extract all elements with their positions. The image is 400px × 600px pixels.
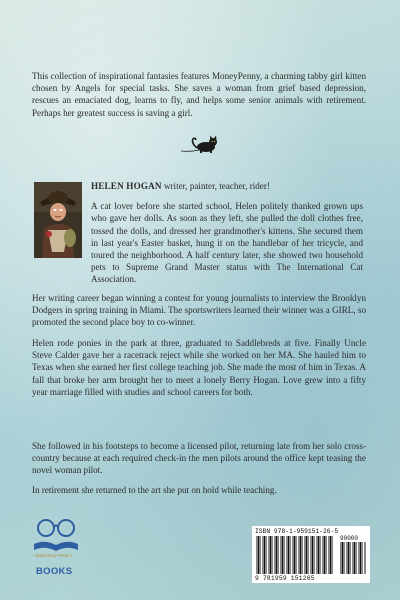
barcode-bar bbox=[270, 536, 272, 574]
barcode-bar bbox=[316, 536, 317, 574]
barcode-bar bbox=[302, 536, 303, 574]
publisher-subtitle: • Bold Story Press • bbox=[33, 553, 73, 558]
barcode-bar bbox=[290, 536, 291, 574]
barcode-bar bbox=[354, 542, 356, 574]
barcode-bar bbox=[292, 536, 293, 574]
barcode-bar bbox=[282, 536, 284, 574]
barcode-bar bbox=[320, 536, 321, 574]
barcode-bar bbox=[260, 536, 261, 574]
barcode-bar bbox=[296, 536, 297, 574]
barcode-bar bbox=[326, 536, 327, 574]
barcode-bar bbox=[284, 536, 285, 574]
barcode-bar bbox=[300, 536, 302, 574]
isbn-barcode bbox=[252, 526, 370, 583]
barcode-bar bbox=[322, 536, 323, 574]
barcode-bar bbox=[324, 536, 326, 574]
barcode-bars bbox=[256, 536, 334, 574]
barcode-bar bbox=[330, 536, 332, 574]
intro-paragraph: This collection of inspirational fantasies features MoneyPenny, a charming tabby girl kitten chosen by Angels for special tasks. She saves a woman from grief based depression, rescues an emaciated dog, learns to fly, and helps some senior animals with retirement. Perhaps her greatest success is saving a girl. bbox=[32, 71, 366, 118]
barcode-bar bbox=[268, 536, 269, 574]
barcode-bar bbox=[278, 536, 279, 574]
barcode-bar bbox=[340, 542, 341, 574]
barcode-bar bbox=[280, 536, 281, 574]
barcode-bar bbox=[364, 542, 365, 574]
barcode-bar bbox=[318, 536, 320, 574]
barcode-bar bbox=[350, 542, 351, 574]
barcode-bar bbox=[328, 536, 329, 574]
barcode-bar bbox=[366, 542, 367, 574]
barcode-bar bbox=[344, 542, 345, 574]
author-tagline: writer, painter, teacher, rider! bbox=[163, 181, 270, 191]
barcode-bar bbox=[348, 542, 350, 574]
black-cat-icon bbox=[179, 134, 223, 154]
price-code: 90000 bbox=[340, 535, 359, 542]
barcode-bar bbox=[266, 536, 267, 574]
barcode-bar bbox=[264, 536, 266, 574]
barcode-bar bbox=[258, 536, 260, 574]
barcode-bar bbox=[304, 536, 305, 574]
barcode-bar bbox=[288, 536, 290, 574]
barcode-bar bbox=[306, 536, 308, 574]
barcode-bar bbox=[286, 536, 287, 574]
barcode-bar bbox=[312, 536, 314, 574]
barcode-bar bbox=[358, 542, 359, 574]
barcode-bar bbox=[342, 542, 344, 574]
addon-barcode-bars bbox=[340, 542, 366, 574]
author-photo bbox=[34, 182, 82, 258]
retirement-paragraph: In retirement she returned to the art she put on hold while teaching. bbox=[32, 485, 277, 495]
barcode-bar bbox=[360, 542, 362, 574]
barcode-bar bbox=[272, 536, 273, 574]
publisher-name: BOOKS bbox=[36, 566, 73, 577]
barcode-bar bbox=[332, 536, 333, 574]
ponies-paragraph: Helen rode ponies in the park at three, graduated to Saddlebreds at five. Finally Uncle Steve Calder gave her a racetrack reject while she worked on her MA. She hauled him to Texas when she earned her first college teaching job. She made the most of him in Texas. A fall that broke her arm brought her to meet a lonely Berry Hogan. Love grew into a fifty year marriage filled with studies and school careers for both. bbox=[32, 338, 366, 397]
barcode-bar bbox=[362, 542, 363, 574]
barcode-bar bbox=[274, 536, 275, 574]
pilot-paragraph: She followed in his footsteps to become a licensed pilot, returning late from her solo cross-country because at each required check-in the men pilots around the office kept teasing the novel woman pilot. bbox=[32, 441, 366, 476]
barcode-bar bbox=[356, 542, 357, 574]
ean-number: 9 781959 151265 bbox=[255, 575, 315, 582]
barcode-bar bbox=[314, 536, 315, 574]
barcode-bar bbox=[346, 542, 347, 574]
author-bio: A cat lover before she started school, Helen politely thanked grown ups who gave her dolls. As soon as they left, she pulled the doll clothes free, tossed the dolls, and dressed her grandmother's kittens. She secured them in last year's Easter basket, hung it on the handlebar of her tricycle, and toured the neighborhood. A half century later, she showed two household pets to Supreme Grand Master status with The International Cat Association. bbox=[91, 201, 363, 285]
barcode-bar bbox=[262, 536, 263, 574]
isbn-number: ISBN 978-1-959151-26-5 bbox=[255, 528, 339, 535]
author-bio-block bbox=[91, 180, 363, 286]
barcode-bar bbox=[276, 536, 278, 574]
barcode-bar bbox=[310, 536, 311, 574]
career-paragraph: Her writing career began winning a contest for young journalists to interview the Brooklyn Dodgers in spring training in Miami. The sportswriters learned their winner was a GIRL, so promoted the second place boy to co-winner. bbox=[32, 293, 366, 328]
barcode-bar bbox=[256, 536, 257, 574]
barcode-bar bbox=[352, 542, 353, 574]
barcode-bar bbox=[298, 536, 299, 574]
author-name: HELEN HOGAN bbox=[91, 181, 162, 191]
barcode-bar bbox=[294, 536, 296, 574]
barcode-bar bbox=[308, 536, 309, 574]
